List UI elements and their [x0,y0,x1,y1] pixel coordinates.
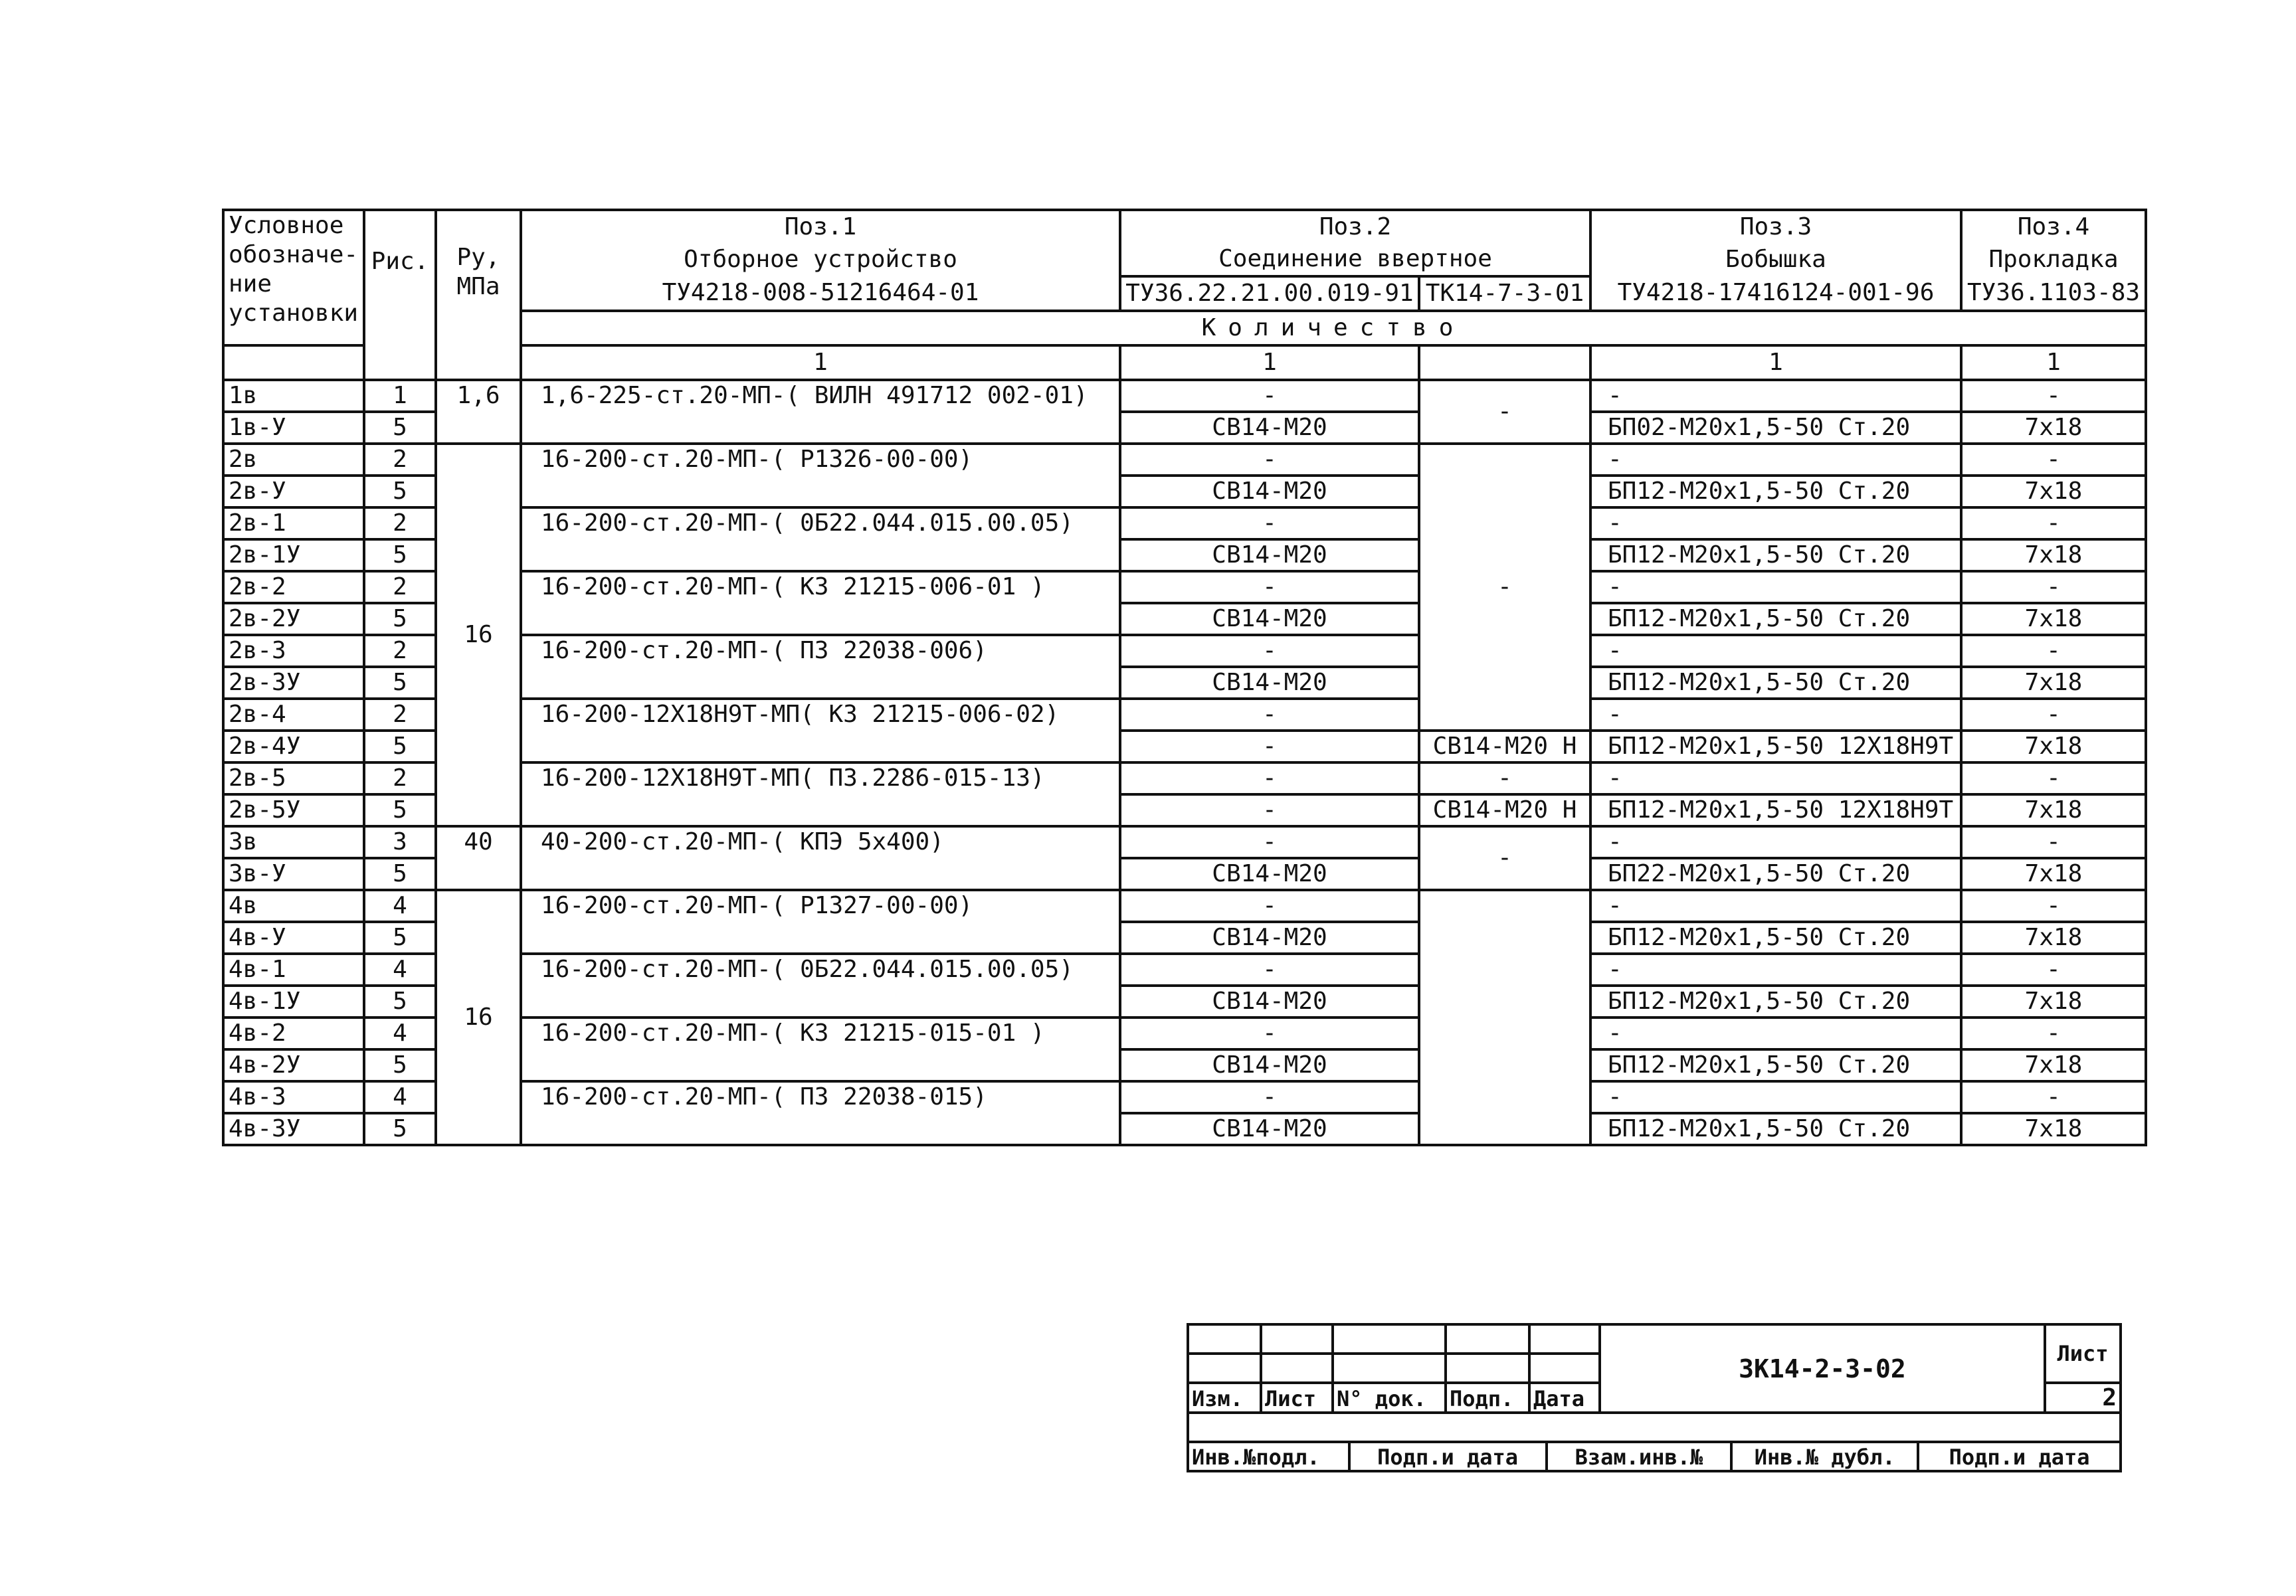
cell-pos2a: - [1120,380,1419,412]
cell-designation: 2в-4У [223,731,364,762]
cell-figure: 4 [364,954,436,986]
header-figure: Рис. [364,210,436,380]
cell-designation: 2в-4 [223,699,364,731]
pos1-spec: ТУ4218-008-51216464-01 [521,276,1120,311]
cell-pos1: 1,6-225-ст.20-МП-( ВИЛН 491712 002-01) [521,380,1120,444]
label-sign-date-1: Подп.и дата [1349,1442,1547,1470]
revision-cell [1333,1324,1446,1354]
cell-pressure: 16 [436,890,521,1145]
cell-figure: 2 [364,762,436,794]
label-date: Дата [1529,1383,1600,1413]
cell-designation: 4в [223,890,364,922]
cell-pos4: - [1961,444,2146,476]
cell-pos2a: СВ14-М20 [1120,667,1419,699]
cell-pos4: 7х18 [1961,1113,2146,1145]
cell-figure: 4 [364,890,436,922]
cell-pos2a: СВ14-М20 [1120,539,1419,571]
header-designation [223,210,364,345]
cell-pos4: - [1961,954,2146,986]
revision-cell [1529,1354,1600,1383]
cell-figure: 5 [364,858,436,890]
label-inv-original: Инв.№подл. [1189,1442,1349,1470]
cell-pos4: 7х18 [1961,603,2146,635]
table-row [223,826,2146,858]
archive-blank [1918,1414,2119,1442]
pos2-name: Соединение ввертное [1120,243,1590,276]
cell-pos1: 16-200-ст.20-МП-( КЗ 21215-006-01 ) [521,571,1120,635]
cell-designation: 4в-У [223,922,364,954]
cell-figure: 5 [364,794,436,826]
header-designation-line: установки [229,300,359,327]
quantity-label: Количество [521,311,2146,345]
cell-pos1: 16-200-ст.20-МП-( 0Б22.044.015.00.05) [521,507,1120,571]
cell-pos4: - [1961,762,2146,794]
cell-pos3: БП12-М20х1,5-50 12Х18Н9Т [1590,794,1961,826]
document-code: 3К14-2-3-02 [1600,1324,2045,1413]
label-inv-duplicate: Инв.№ дубл. [1731,1442,1918,1470]
cell-designation: 2в-1У [223,539,364,571]
cell-figure: 5 [364,476,436,507]
archive-table [1189,1414,2119,1470]
cell-pos4: 7х18 [1961,539,2146,571]
cell-pos3: - [1590,954,1961,986]
cell-pos3: - [1590,507,1961,539]
cell-pressure: 1,6 [436,380,521,444]
cell-pos4: - [1961,1018,2146,1049]
pos2-qty: 1 [1120,345,1419,380]
cell-figure: 1 [364,380,436,412]
archive-blank [1349,1414,1547,1442]
cell-figure: 2 [364,507,436,539]
pos4-spec: ТУ36.1103-83 [1961,276,2146,311]
cell-figure: 5 [364,539,436,571]
cell-figure: 5 [364,922,436,954]
cell-pos3: БП22-М20х1,5-50 Ст.20 [1590,858,1961,890]
cell-pos4: - [1961,571,2146,603]
cell-pos2a: - [1120,635,1419,667]
label-change: Изм. [1188,1383,1261,1413]
cell-pos2a: СВ14-М20 [1120,986,1419,1018]
cell-pos1: 16-200-ст.20-МП-( Р1327-00-00) [521,890,1120,954]
cell-designation: 2в-2 [223,571,364,603]
cell-pos2a: СВ14-М20 [1120,603,1419,635]
cell-figure: 5 [364,412,436,444]
cell-pos4: 7х18 [1961,731,2146,762]
pos4-name: Прокладка [1961,243,2146,276]
cell-pos1: 16-200-ст.20-МП-( 0Б22.044.015.00.05) [521,954,1120,1018]
cell-pos2a: - [1120,699,1419,731]
label-sign-date-2: Подп.и дата [1918,1442,2119,1470]
cell-figure: 5 [364,731,436,762]
cell-pos3: - [1590,444,1961,476]
cell-pos2a: - [1120,794,1419,826]
revision-cell [1446,1354,1529,1383]
pos2b-qty-empty [1419,345,1590,380]
cell-figure: 5 [364,667,436,699]
cell-designation: 4в-3У [223,1113,364,1145]
cell-pos2b: - [1419,762,1590,794]
cell-pos3: - [1590,826,1961,858]
cell-figure: 4 [364,1081,436,1113]
cell-pos3: - [1590,1018,1961,1049]
cell-pos4: 7х18 [1961,1049,2146,1081]
cell-pos2b: - [1419,444,1590,731]
pos4-title: Поз.4 [1961,210,2146,243]
label-replaces-inv: Взам.инв.№ [1547,1442,1732,1470]
pos3-qty: 1 [1590,345,1961,380]
pos4-qty: 1 [1961,345,2146,380]
cell-pos2a: - [1120,1018,1419,1049]
specification-table [222,209,2147,1146]
cell-pos4: 7х18 [1961,667,2146,699]
cell-pos2a: СВ14-М20 [1120,412,1419,444]
cell-figure: 5 [364,1113,436,1145]
title-row-1 [1188,1324,2121,1354]
cell-pos2a: - [1120,1081,1419,1113]
designation-header-empty [223,345,364,380]
cell-designation: 3в [223,826,364,858]
cell-pos1: 16-200-ст.20-МП-( ПЗ 22038-006) [521,635,1120,699]
title-row-4 [1188,1413,2121,1471]
cell-pos2a: - [1120,731,1419,762]
table-row [223,444,2146,476]
cell-pos2a: - [1120,507,1419,539]
pos3-spec: ТУ4218-17416124-001-96 [1590,276,1961,311]
cell-pos4: 7х18 [1961,476,2146,507]
cell-designation: 2в-3 [223,635,364,667]
cell-pos3: БП12-М20х1,5-50 Ст.20 [1590,603,1961,635]
pos2-spec-a: ТУ36.22.21.00.019-91 [1120,276,1419,311]
cell-designation: 2в-5У [223,794,364,826]
revision-cell [1529,1324,1600,1354]
title-block [1187,1323,2122,1472]
cell-pos3: БП12-М20х1,5-50 Ст.20 [1590,476,1961,507]
cell-pos3: БП12-М20х1,5-50 Ст.20 [1590,667,1961,699]
cell-pos1: 16-200-ст.20-МП-( Р1326-00-00) [521,444,1120,507]
cell-figure: 5 [364,603,436,635]
cell-designation: 2в-2У [223,603,364,635]
revision-cell [1188,1354,1261,1383]
cell-pos3: - [1590,635,1961,667]
revision-cell [1261,1354,1333,1383]
cell-pos2a: - [1120,571,1419,603]
archive-blank [1547,1414,1732,1442]
cell-pos4: - [1961,890,2146,922]
table-row [223,380,2146,412]
cell-pos2a: СВ14-М20 [1120,922,1419,954]
cell-designation: 4в-1У [223,986,364,1018]
cell-pos3: БП02-М20х1,5-50 Ст.20 [1590,412,1961,444]
label-sheet: Лист [1261,1383,1333,1413]
cell-figure: 4 [364,1018,436,1049]
cell-pos3: БП12-М20х1,5-50 12Х18Н9Т [1590,731,1961,762]
header-row-1 [223,210,2146,243]
cell-pos4: 7х18 [1961,986,2146,1018]
cell-pos4: 7х18 [1961,922,2146,954]
cell-pos4: - [1961,380,2146,412]
pos1-name: Отборное устройство [521,243,1120,276]
cell-pos2a: - [1120,826,1419,858]
cell-designation: 4в-1 [223,954,364,986]
cell-designation: 1в-У [223,412,364,444]
cell-pos1: 16-200-ст.20-МП-( КЗ 21215-015-01 ) [521,1018,1120,1081]
cell-pos2b: СВ14-М20 Н [1419,731,1590,762]
cell-pos1: 16-200-12Х18Н9Т-МП( ПЗ.2286-015-13) [521,762,1120,826]
cell-pos2a: СВ14-М20 [1120,1049,1419,1081]
archive-strip [1188,1413,2121,1471]
archive-blank [1189,1414,1349,1442]
cell-pos3: - [1590,699,1961,731]
cell-pos3: БП12-М20х1,5-50 Ст.20 [1590,539,1961,571]
pos3-name: Бобышка [1590,243,1961,276]
cell-pressure: 16 [436,444,521,826]
cell-designation: 2в-У [223,476,364,507]
pos1-qty: 1 [521,345,1120,380]
label-doc-number: N° док. [1333,1383,1446,1413]
cell-pos2a: - [1120,954,1419,986]
cell-pos2a: СВ14-М20 [1120,858,1419,890]
header-pressure-line: Ру, [456,244,500,271]
cell-designation: 4в-2У [223,1049,364,1081]
cell-pos4: - [1961,507,2146,539]
pos1-title: Поз.1 [521,210,1120,243]
cell-pos1: 16-200-ст.20-МП-( ПЗ 22038-015) [521,1081,1120,1145]
cell-pos4: - [1961,699,2146,731]
cell-pos3: БП12-М20х1,5-50 Ст.20 [1590,1049,1961,1081]
cell-pos2a: - [1120,444,1419,476]
header-designation-line: ние [229,270,272,298]
label-signature: Подп. [1446,1383,1529,1413]
pos3-title: Поз.3 [1590,210,1961,243]
header-pressure [436,210,521,380]
cell-pos4: 7х18 [1961,858,2146,890]
cell-designation: 4в-3 [223,1081,364,1113]
cell-figure: 2 [364,635,436,667]
cell-pos2b: - [1419,826,1590,890]
pos2-spec-b: ТК14-7-3-01 [1419,276,1590,311]
cell-designation: 2в-3У [223,667,364,699]
cell-pos4: - [1961,826,2146,858]
cell-pos4: 7х18 [1961,412,2146,444]
cell-figure: 5 [364,986,436,1018]
pos2-title: Поз.2 [1120,210,1590,243]
cell-pos3: БП12-М20х1,5-50 Ст.20 [1590,1113,1961,1145]
cell-pos3: - [1590,1081,1961,1113]
cell-figure: 3 [364,826,436,858]
cell-pos3: - [1590,571,1961,603]
revision-cell [1261,1324,1333,1354]
cell-designation: 2в-5 [223,762,364,794]
header-designation-line: обозначе- [229,241,359,268]
revision-cell [1333,1354,1446,1383]
cell-pos1: 16-200-12Х18Н9Т-МП( КЗ 21215-006-02) [521,699,1120,762]
header-designation-line: Условное [229,212,344,239]
cell-pos2b: СВ14-М20 Н [1419,794,1590,826]
cell-pos4: 7х18 [1961,794,2146,826]
cell-pos2a: - [1120,762,1419,794]
cell-pos3: - [1590,380,1961,412]
cell-pos2b [1419,890,1590,1145]
specification-body [223,380,2146,1145]
cell-designation: 3в-У [223,858,364,890]
cell-pos2b: - [1419,380,1590,444]
cell-designation: 2в [223,444,364,476]
header-pressure-line: МПа [456,273,500,300]
revision-cell [1188,1324,1261,1354]
cell-pos3: БП12-М20х1,5-50 Ст.20 [1590,922,1961,954]
cell-pos2a: СВ14-М20 [1120,476,1419,507]
cell-pos3: - [1590,890,1961,922]
cell-pos4: - [1961,635,2146,667]
cell-designation: 1в [223,380,364,412]
revision-cell [1446,1324,1529,1354]
cell-figure: 5 [364,1049,436,1081]
cell-figure: 2 [364,699,436,731]
cell-pressure: 40 [436,826,521,890]
cell-pos2a: СВ14-М20 [1120,1113,1419,1145]
cell-figure: 2 [364,444,436,476]
cell-figure: 2 [364,571,436,603]
sheet-label: Лист [2045,1324,2121,1383]
cell-pos2a: - [1120,890,1419,922]
cell-designation: 4в-2 [223,1018,364,1049]
cell-pos3: - [1590,762,1961,794]
cell-pos3: БП12-М20х1,5-50 Ст.20 [1590,986,1961,1018]
sheet-number: 2 [2045,1383,2121,1413]
table-row [223,890,2146,922]
archive-blank [1731,1414,1918,1442]
cell-pos4: - [1961,1081,2146,1113]
cell-pos1: 40-200-ст.20-МП-( КПЭ 5х400) [521,826,1120,890]
cell-designation: 2в-1 [223,507,364,539]
